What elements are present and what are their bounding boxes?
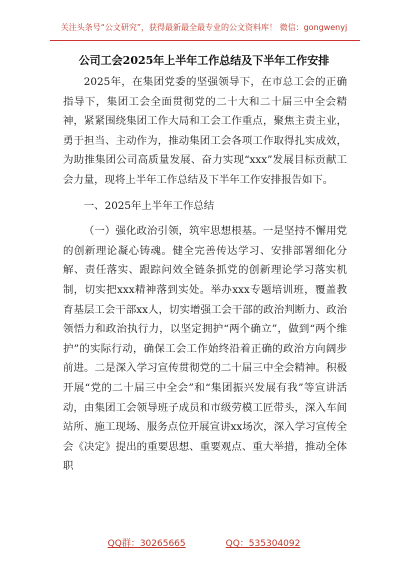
header-banner: 关注头条号“公文研究”，获得最新最全最专业的公文资料库！ 微信：gongwenyj: [60, 23, 348, 32]
body-paragraph: （一）强化政治引领，筑牢思想根基。一是坚持不懈用党的创新理论凝心铸魂。健全完善传达学习、安排部署细化分解、责任落实、跟踪问效全链条抓党的创新理论学习落实机制，切实把xxx精神落到实处。举办xxx专题培训班，覆盖教育基层工会干部xx人，切实增强工会干部的政治判断力、政治领悟力和政治执行力，以坚定拥护“两个确立”，做到“两个维护”的实际行动，确保工会工作始终沿着正确的政治方向阔步前进。二是深入学习宣传贯彻党的二十届三中全会精神。积极开展“党的二十届三中全会”和“集团振兴发展有我”等宣讲活动，由集团工会领导班子成员和市级劳模工匠带头，深入车间站所、施工现场、服务点位开展宣讲xx场次，深入学习宣传全会《决定》提出的重要思想、重要观点、重大举措，推动全体职: [63, 225, 347, 473]
document-title: 公司工会2025年上半年工作总结及下半年工作安排: [78, 54, 330, 67]
document-body: [63, 73, 347, 477]
qq-contact-link[interactable]: QQ：535304092: [225, 539, 301, 549]
qq-group-link[interactable]: QQ群：30265665: [107, 539, 186, 549]
section-heading: 一、2025年上半年工作总结: [83, 199, 215, 212]
header-divider: [50, 40, 360, 41]
intro-paragraph: 2025年，在集团党委的坚强领导下，在市总工会的正确指导下，集团工会全面贯彻党的二十大和二十届三中全会精神，紧紧围绕集团工作大局和工会工作重点，聚焦主责主业，勇于担当、主动作为，推动集团工会各项工作取得扎实成效，为助推集团公司高质量发展、奋力实现“xxx”发展目标贡献工会力量，现将上半年工作总结及下半年工作安排报告如下。: [63, 76, 347, 186]
footer-contacts: [0, 536, 408, 549]
